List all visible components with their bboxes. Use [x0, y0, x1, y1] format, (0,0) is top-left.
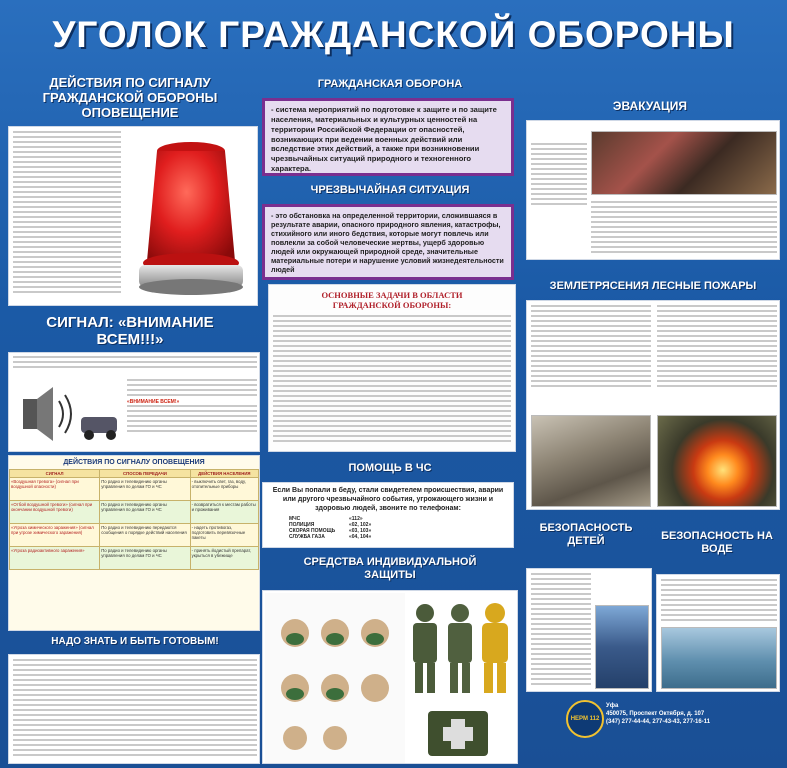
ppe-panel	[262, 590, 518, 764]
page-title: УГОЛОК ГРАЖДАНСКОЙ ОБОРОНЫ	[52, 14, 735, 55]
signal-heading: СИГНАЛ: «ВНИМАНИЕ ВСЕМ!!!»	[46, 314, 214, 349]
emergency-heading: ЧРЕЗВЫЧАЙНАЯ СИТУАЦИЯ	[310, 184, 470, 196]
evacuation-panel	[526, 120, 780, 260]
alert-text-lines	[13, 131, 121, 301]
signal-panel	[8, 352, 260, 452]
protective-suit-illustration	[405, 599, 515, 699]
siren-icon	[121, 131, 258, 303]
signal-actions-panel	[8, 455, 260, 631]
signal-table	[9, 469, 259, 570]
table-header: ДЕЙСТВИЯ НАСЕЛЕНИЯ	[190, 470, 258, 478]
phone-row: СКОРАЯ ПОМОЩЬ «03, 103»	[289, 528, 372, 535]
earthquake-photo	[531, 415, 651, 507]
child-safety-heading: БЕЗОПАСНОСТЬ ДЕТЕЙ	[539, 522, 633, 547]
child-safety-panel	[526, 568, 652, 692]
phone-list	[289, 516, 507, 540]
tasks-title: ОСНОВНЫЕ ЗАДАЧИ В ОБЛАСТИ ГРАЖДАНСКОЙ ОБОРОНЫ:	[321, 290, 463, 310]
gas-mask-illustration	[265, 593, 405, 763]
emergency-definition: - это обстановка на определенной территории, сложившаяся в результате аварии, опасного природного явления, катастрофы, стихийного или иного бедствия, которые могут повлечь или повлекли за собой человеческие жертвы, ущерб здоровью людей или окружающей природной среде, значительные материальные потери и нарушение условий жизнедеятельности людей	[262, 204, 514, 280]
help-heading: ПОМОЩЬ В ЧС	[348, 462, 432, 474]
signal-actions-heading: ДЕЙСТВИЯ ПО СИГНАЛУ ОПОВЕЩЕНИЯ	[63, 459, 205, 466]
phone-row: СЛУЖБА ГАЗА «04, 104»	[289, 534, 372, 541]
first-aid-kit-icon	[423, 701, 493, 761]
alert-actions-heading: ДЕЙСТВИЯ ПО СИГНАЛУ ГРАЖДАНСКОЙ ОБОРОНЫ ОПОВЕЩЕНИЕ	[42, 75, 218, 120]
vnimanie-label: «ВНИМАНИЕ ВСЕМ!»	[127, 399, 180, 405]
phone-row: МЧС «112»	[289, 516, 363, 523]
table-row: «Воздушная тревога» (сигнал при воздушной опасности) По радио и телевидению органы управления по делам ГО и ЧС - выключить свет, газ, воду, отопительные приборы	[10, 478, 259, 501]
table-row: «Отбой воздушной тревоги» (сигнал при окончании воздушной тревоги) По радио и телевидению органы управления по делам ГО и ЧС - возвратиться к местам работы и проживания	[10, 501, 259, 524]
child-photo	[595, 605, 649, 689]
phone-row: ПОЛИЦИЯ «02, 102»	[289, 522, 372, 529]
evacuation-photo	[591, 131, 777, 195]
water-photo	[661, 627, 777, 689]
tasks-panel	[268, 284, 516, 452]
loudspeaker-icon	[13, 379, 123, 449]
footer-address: Уфа 450075, Проспект Октября, д. 107 (347) 277-44-44, 277-43-43, 277-16-11	[606, 703, 711, 726]
evacuation-heading: ЭВАКУАЦИЯ	[612, 99, 688, 113]
logo: НЕРМ 112	[566, 700, 604, 738]
ppe-heading: СРЕДСТВА ИНДИВИДУАЛЬНОЙ ЗАЩИТЫ	[303, 556, 477, 581]
water-safety-panel	[656, 574, 780, 692]
table-header: СИГНАЛ	[10, 470, 100, 478]
civil-defense-heading: ГРАЖДАНСКАЯ ОБОРОНА	[317, 78, 463, 90]
forest-fire-photo	[657, 415, 777, 507]
must-know-heading: НАДО ЗНАТЬ И БЫТЬ ГОТОВЫМ!	[51, 636, 219, 647]
must-know-panel	[8, 654, 260, 764]
table-row: «Угроза радиоактивного заражения» По радио и телевидению органы управления по делам ГО и ЧС - принять йодистый препарат, укрыться в убежище	[10, 547, 259, 570]
help-panel: Если Вы попали в беду, стали свидетелем происшествия, аварии или другого чрезвычайного события, угрожающего жизни и здоровью людей, звоните по телефонам: МЧС «112» ПОЛИЦИЯ «02, 102» СКОРАЯ ПОМОЩЬ «03, 103» СЛУЖБА ГАЗА «04, 104»	[262, 482, 514, 548]
table-row: «Угроза химического заражения» (сигнал при угрозе химического заражения) По радио и телевидению передаются сообщения о порядке действий населения - надеть противогаз, подготовить перевязочные пакеты	[10, 524, 259, 547]
earthquakes-fires-panel	[526, 300, 780, 510]
earthquakes-fires-heading: ЗЕМЛЕТРЯСЕНИЯ ЛЕСНЫЕ ПОЖАРЫ	[549, 280, 757, 292]
table-header: СПОСОБ ПЕРЕДАЧИ	[100, 470, 190, 478]
civil-defense-definition: - система мероприятий по подготовке к защите и по защите населения, материальных и культурных ценностей на территории Российской Федерации от опасностей, возникающих при ведении военных действий или вследствие этих действий, а также при возникновении чрезвычайных ситуаций природного и техногенного характера.	[262, 98, 514, 176]
alert-text-panel	[8, 126, 258, 306]
water-safety-heading: БЕЗОПАСНОСТЬ НА ВОДЕ	[661, 530, 773, 555]
